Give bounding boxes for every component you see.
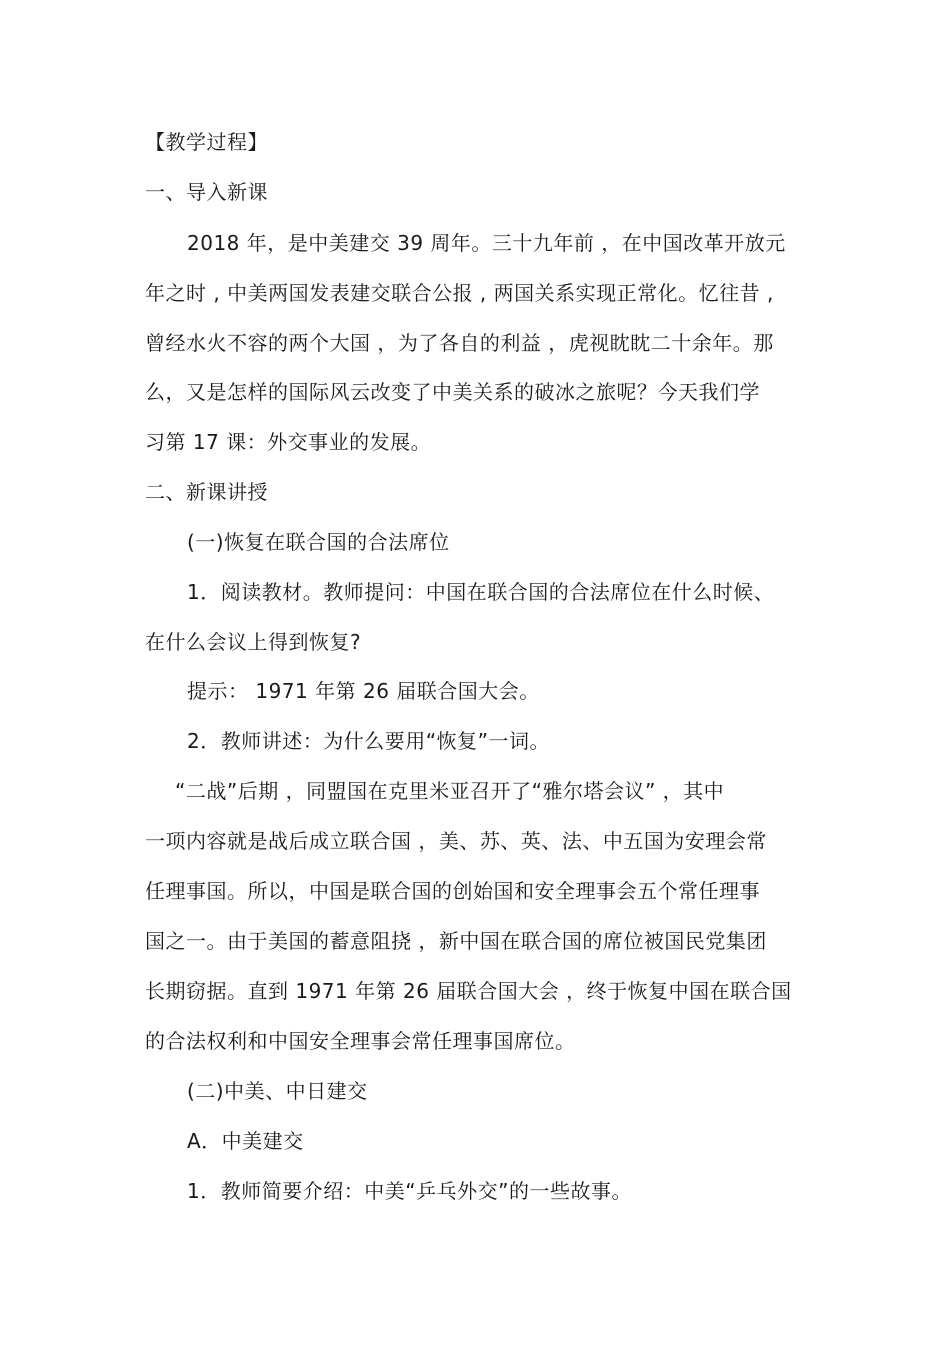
paragraph-line: 在什么会议上得到恢复?	[145, 630, 362, 654]
subheading-sino-us-japan-relations: (二)中美、中日建交	[187, 1079, 368, 1103]
paragraph-line: 2018 年，是中美建交 39 周年。三十九年前 ，在中国改革开放元	[187, 231, 786, 255]
paragraph-line: 1．教师简要介绍：中美“乒乓外交”的一些故事。	[187, 1179, 632, 1203]
paragraph-line: 2．教师讲述：为什么要用“恢复”一词。	[187, 729, 550, 753]
paragraph-line: “二战”后期 ，同盟国在克里米亚召开了“雅尔塔会议” ，其中	[175, 779, 725, 803]
paragraph-line: 曾经水火不容的两个大国 ，为了各自的利益 ，虎视眈眈二十余年。那	[145, 331, 774, 355]
paragraph-line: 任理事国。所以，中国是联合国的创始国和安全理事会五个常任理事	[145, 879, 760, 903]
paragraph-line: 一项内容就是战后成立联合国 ，美、苏、英、法、中五国为安理会常	[145, 829, 767, 853]
paragraph-line: 提示： 1971 年第 26 届联合国大会。	[187, 679, 540, 703]
subheading-un-seat: (一)恢复在联合国的合法席位	[187, 530, 450, 554]
paragraph-line: 国之一。由于美国的蓄意阻挠 ，新中国在联合国的席位被国民党集团	[145, 929, 767, 953]
paragraph-line: 么，又是怎样的国际风云改变了中美关系的破冰之旅呢？今天我们学	[145, 380, 760, 404]
paragraph-line: 1．阅读教材。教师提问：中国在联合国的合法席位在什么时候、	[187, 580, 775, 604]
paragraph-line: 年之时 , 中美两国发表建交联合公报 , 两国关系实现正常化。忆往昔 ,	[145, 281, 774, 305]
heading-new-lesson-lecture: 二、新课讲授	[145, 480, 268, 504]
heading-introduce-new-lesson: 一、导入新课	[145, 180, 268, 204]
paragraph-line: 习第 17 课：外交事业的发展。	[145, 430, 432, 454]
subheading-sino-us-relations: A．中美建交	[187, 1129, 304, 1153]
paragraph-line: 长期窃据。直到 1971 年第 26 届联合国大会 ，终于恢复中国在联合国	[145, 979, 792, 1003]
section-heading-teaching-process: 【教学过程】	[145, 130, 268, 154]
paragraph-line: 的合法权利和中国安全理事会常任理事国席位。	[145, 1029, 576, 1053]
